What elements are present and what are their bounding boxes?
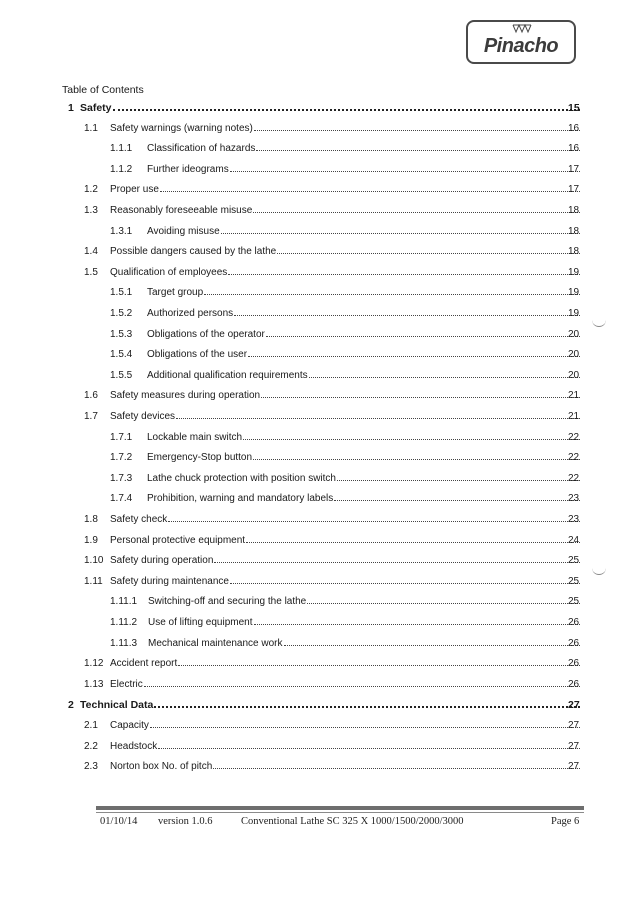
toc-dot-leader <box>256 150 580 151</box>
toc-entry-page: 21 <box>568 390 580 402</box>
toc-dot-leader <box>248 356 580 357</box>
toc-entry-title: Target group <box>147 287 204 299</box>
toc-entry-title: Headstock <box>110 740 158 752</box>
toc-entry-title-wrap <box>148 615 582 631</box>
toc-entry-title: Electric <box>110 678 143 690</box>
toc-entry-title-wrap <box>80 697 582 713</box>
toc-dot-leader <box>253 212 580 213</box>
toc-dot-leader <box>334 500 580 501</box>
toc-entry-number: 1.7 <box>84 411 98 422</box>
toc-dot-leader <box>178 665 580 666</box>
toc-entry-title-wrap <box>147 306 582 322</box>
toc-entry-title-wrap <box>147 327 582 343</box>
toc-entry-number: 2 <box>68 699 74 712</box>
toc-entry-title: Safety during operation <box>110 555 214 567</box>
toc-entry-page: 26 <box>568 617 580 628</box>
toc-entry-page: 18 <box>568 246 580 258</box>
toc-entry-title: Prohibition, warning and mandatory labels <box>147 493 334 505</box>
toc-entry[interactable] <box>0 656 636 672</box>
toc-dot-leader <box>253 459 580 460</box>
toc-entry-title-wrap <box>80 100 582 116</box>
toc-entry[interactable] <box>0 162 636 178</box>
toc-entry-title: Personal protective equipment <box>110 534 246 546</box>
toc-entry[interactable] <box>0 182 636 198</box>
toc-entry-page: 20 <box>568 369 580 381</box>
toc-entry-title-wrap <box>147 430 582 446</box>
toc-entry-title: Classification of hazards <box>147 143 256 155</box>
toc-entry-number: 1.5.5 <box>110 369 133 381</box>
toc-entry-page: 23 <box>568 514 580 525</box>
toc-entry-page: 26 <box>568 637 580 649</box>
toc-dot-leader <box>266 336 580 337</box>
toc-entry-title-wrap <box>110 265 582 281</box>
toc-entry[interactable] <box>0 141 636 157</box>
toc-dot-leader <box>261 397 580 398</box>
toc-entry-title-wrap <box>147 491 582 507</box>
toc-dot-leader <box>144 686 580 687</box>
toc-dot-leader <box>204 294 580 295</box>
toc-entry-title-wrap <box>110 533 582 549</box>
toc-dot-leader <box>168 521 580 522</box>
toc-entry[interactable] <box>0 327 636 343</box>
toc-entry-page: 27 <box>568 720 580 731</box>
toc-entry[interactable] <box>0 285 636 301</box>
toc-entry-number: 1 <box>68 102 74 114</box>
toc-entry-title: Avoiding misuse <box>147 225 220 237</box>
toc-entry[interactable] <box>0 718 636 734</box>
toc-entry-title: Capacity <box>110 720 149 731</box>
toc-entry-title: Use of lifting equipment <box>148 617 253 628</box>
toc-entry[interactable] <box>0 306 636 322</box>
toc-entry[interactable] <box>0 100 636 116</box>
toc-entry-title: Lathe chuck protection with position switch <box>147 472 336 484</box>
footer-date: 01/10/14 <box>100 816 138 827</box>
pinacho-logo <box>466 20 576 64</box>
toc-entry-title-wrap <box>110 182 582 198</box>
toc-entry[interactable] <box>0 697 636 713</box>
toc-entry-title-wrap <box>147 141 582 157</box>
toc-entry[interactable] <box>0 739 636 755</box>
toc-entry-title-wrap <box>147 471 582 487</box>
toc-entry[interactable] <box>0 368 636 384</box>
toc-entry[interactable] <box>0 471 636 487</box>
toc-entry[interactable] <box>0 636 636 652</box>
toc-entry-page: 16 <box>568 122 580 134</box>
toc-entry-title-wrap <box>110 739 582 755</box>
toc-entry-page: 24 <box>568 534 580 546</box>
toc-entry-title: Safety <box>80 102 112 114</box>
toc-entry-title-wrap <box>110 388 582 404</box>
toc-dot-leader <box>230 583 580 584</box>
toc-entry-page: 22 <box>568 431 580 443</box>
toc-entry-number: 1.7.1 <box>110 431 133 443</box>
footer-page-number: Page 6 <box>551 816 580 827</box>
toc-entry-title-wrap <box>110 512 582 528</box>
toc-entry-page: 23 <box>568 493 580 505</box>
toc-entry-number: 1.5 <box>84 266 98 278</box>
toc-entry-number: 1.7.4 <box>110 493 133 505</box>
toc-entry-number: 1.5.3 <box>110 328 133 340</box>
toc-dot-leader <box>307 603 580 604</box>
toc-entry[interactable] <box>0 203 636 219</box>
toc-dot-leader <box>234 315 580 316</box>
toc-entry-title-wrap <box>110 574 582 590</box>
toc-entry-page: 27 <box>568 699 580 712</box>
toc-entry[interactable] <box>0 533 636 549</box>
toc-entry[interactable] <box>0 553 636 569</box>
toc-entry-title-wrap <box>110 656 582 672</box>
toc-entry-title-wrap <box>110 718 582 734</box>
toc-entry-page: 19 <box>568 266 580 278</box>
toc-entry-number: 1.7.3 <box>110 472 133 484</box>
toc-entry-title-wrap <box>110 121 582 137</box>
toc-entry[interactable] <box>0 224 636 240</box>
toc-entry-title: Lockable main switch <box>147 431 243 443</box>
toc-entry-title-wrap <box>147 347 582 363</box>
toc-entry-page: 22 <box>568 452 580 464</box>
toc-entry-page: 25 <box>568 596 580 608</box>
toc-entry-number: 1.4 <box>84 246 98 258</box>
toc-entry-number: 1.5.1 <box>110 287 133 299</box>
toc-entry-title-wrap <box>147 162 582 178</box>
toc-entry-page: 19 <box>568 287 580 299</box>
toc-entry-page: 25 <box>568 575 580 587</box>
toc-dot-leader <box>228 274 580 275</box>
toc-dot-leader <box>337 480 580 481</box>
toc-entry-title-wrap <box>147 368 582 384</box>
toc-entry-title-wrap <box>148 636 582 652</box>
toc-entry-title: Authorized persons <box>147 308 234 319</box>
toc-entry-title: Possible dangers caused by the lathe <box>110 246 277 258</box>
toc-entry-number: 1.13 <box>84 678 104 690</box>
toc-entry-number: 1.1.1 <box>110 143 133 155</box>
toc-entry-title: Mechanical maintenance work <box>148 637 283 649</box>
toc-entry-number: 1.5.2 <box>110 308 133 319</box>
toc-entry-title-wrap <box>147 224 582 240</box>
toc-entry-number: 1.11.3 <box>110 637 138 649</box>
toc-entry-title: Safety check <box>110 514 168 525</box>
toc-entry-title-wrap <box>148 594 582 610</box>
logo-triangles-icon <box>512 24 534 34</box>
toc-entry[interactable] <box>0 574 636 590</box>
toc-dot-leader <box>243 439 580 440</box>
toc-entry-number: 1.12 <box>84 658 104 670</box>
toc-entry-title: Qualification of employees <box>110 266 228 278</box>
toc-entry-page: 18 <box>568 205 580 216</box>
toc-entry[interactable] <box>0 615 636 631</box>
toc-dot-leader <box>160 191 580 192</box>
toc-entry-number: 1.1.2 <box>110 163 133 175</box>
toc-entry-number: 1.5.4 <box>110 349 133 361</box>
toc-dot-leader <box>213 768 580 769</box>
toc-dot-leader <box>214 562 580 563</box>
logo-text: Pinacho <box>483 35 559 57</box>
toc-entry-title: Safety during maintenance <box>110 575 229 587</box>
footer-version: version 1.0.6 <box>158 816 213 827</box>
toc-entry-number: 1.10 <box>84 555 104 567</box>
toc-entry-page: 26 <box>568 658 580 670</box>
toc-entry[interactable] <box>0 347 636 363</box>
toc-entry-page: 27 <box>568 761 580 773</box>
toc-entry[interactable] <box>0 491 636 507</box>
toc-entry-page: 16 <box>568 143 580 155</box>
toc-entry-title: Safety measures during operation <box>110 390 261 402</box>
toc-entry-title: Further ideograms <box>147 163 229 175</box>
toc-entry-page: 18 <box>568 225 580 237</box>
toc-entry-title: Additional qualification requirements <box>147 369 308 381</box>
toc-entry-title: Emergency-Stop button <box>147 452 253 464</box>
toc-dot-leader <box>277 253 580 254</box>
toc-entry-number: 1.8 <box>84 514 98 525</box>
toc-entry-number: 1.6 <box>84 390 98 402</box>
toc-entry-title: Obligations of the user <box>147 349 248 361</box>
toc-entry-title-wrap <box>147 450 582 466</box>
toc-entry-number: 1.11.2 <box>110 617 138 628</box>
toc-entry-page: 22 <box>568 472 580 484</box>
toc-entry[interactable] <box>0 759 636 775</box>
footer-rule-thin <box>96 812 584 813</box>
toc-entry-page: 17 <box>568 163 580 175</box>
toc-entry[interactable] <box>0 594 636 610</box>
toc-entry-title: Reasonably foreseeable misuse <box>110 205 253 216</box>
toc-entry-page: 19 <box>568 308 580 319</box>
toc-dot-leader <box>309 377 580 378</box>
toc-entry-number: 1.1 <box>84 122 98 134</box>
toc-entry-page: 17 <box>568 184 580 196</box>
toc-dot-leader <box>154 706 580 708</box>
toc-entry-number: 1.2 <box>84 184 98 196</box>
toc-dot-leader <box>254 130 580 131</box>
toc-dot-leader <box>150 727 580 728</box>
toc-entry[interactable] <box>0 677 636 693</box>
toc-entry-page: 25 <box>568 555 580 567</box>
toc-entry-title: Safety warnings (warning notes) <box>110 122 253 134</box>
toc-entry-number: 1.11.1 <box>110 596 138 608</box>
toc-entry-title: Obligations of the operator <box>147 328 265 340</box>
toc-entry-number: 1.3.1 <box>110 225 133 237</box>
toc-entry-page: 26 <box>568 678 580 690</box>
toc-entry[interactable] <box>0 430 636 446</box>
toc-heading: Table of Contents <box>62 84 144 96</box>
toc-entry-number: 2.3 <box>84 761 98 773</box>
footer-rule <box>96 806 584 810</box>
toc-entry-page: 15 <box>568 102 580 114</box>
toc-entry[interactable] <box>0 265 636 281</box>
toc-entry[interactable] <box>0 244 636 260</box>
toc-dot-leader <box>230 171 580 172</box>
toc-entry-number: 2.1 <box>84 720 98 731</box>
toc-entry-title-wrap <box>110 203 582 219</box>
toc-dot-leader <box>284 645 580 646</box>
toc-entry-number: 2.2 <box>84 740 98 752</box>
toc-entry[interactable] <box>0 388 636 404</box>
toc-entry-number: 1.9 <box>84 534 98 546</box>
toc-entry-title: Norton box No. of pitch <box>110 761 213 773</box>
toc-dot-leader <box>254 624 580 625</box>
toc-entry-title: Proper use <box>110 184 159 196</box>
toc-entry-page: 21 <box>568 411 580 422</box>
toc-dot-leader <box>221 233 580 234</box>
toc-entry[interactable] <box>0 121 636 137</box>
toc-dot-leader <box>158 748 580 749</box>
toc-entry-title-wrap <box>110 409 582 425</box>
toc-entry-page: 20 <box>568 349 580 361</box>
toc-entry-number: 1.7.2 <box>110 452 133 464</box>
toc-dot-leader <box>246 542 580 543</box>
toc-entry-title-wrap <box>147 285 582 301</box>
toc-entry-page: 27 <box>568 740 580 752</box>
toc-entry[interactable] <box>0 409 636 425</box>
toc-entry[interactable] <box>0 450 636 466</box>
toc-entry-title: Safety devices <box>110 411 176 422</box>
toc-dot-leader <box>176 418 580 419</box>
toc-entry-number: 1.3 <box>84 205 98 216</box>
toc-entry-title-wrap <box>110 677 582 693</box>
toc-entry-title: Technical Data <box>80 699 154 712</box>
toc-entry-number: 1.11 <box>84 575 103 587</box>
toc-entry-title: Switching-off and securing the lathe <box>148 596 307 608</box>
toc-entry-title-wrap <box>110 244 582 260</box>
toc-entry-title-wrap <box>110 553 582 569</box>
toc-entry-title: Accident report <box>110 658 178 670</box>
footer-product: Conventional Lathe SC 325 X 1000/1500/2000/3000 <box>241 816 464 827</box>
toc-entry-title-wrap <box>110 759 582 775</box>
toc-entry[interactable] <box>0 512 636 528</box>
toc-entry-page: 20 <box>568 328 580 340</box>
toc-dot-leader <box>113 109 580 111</box>
